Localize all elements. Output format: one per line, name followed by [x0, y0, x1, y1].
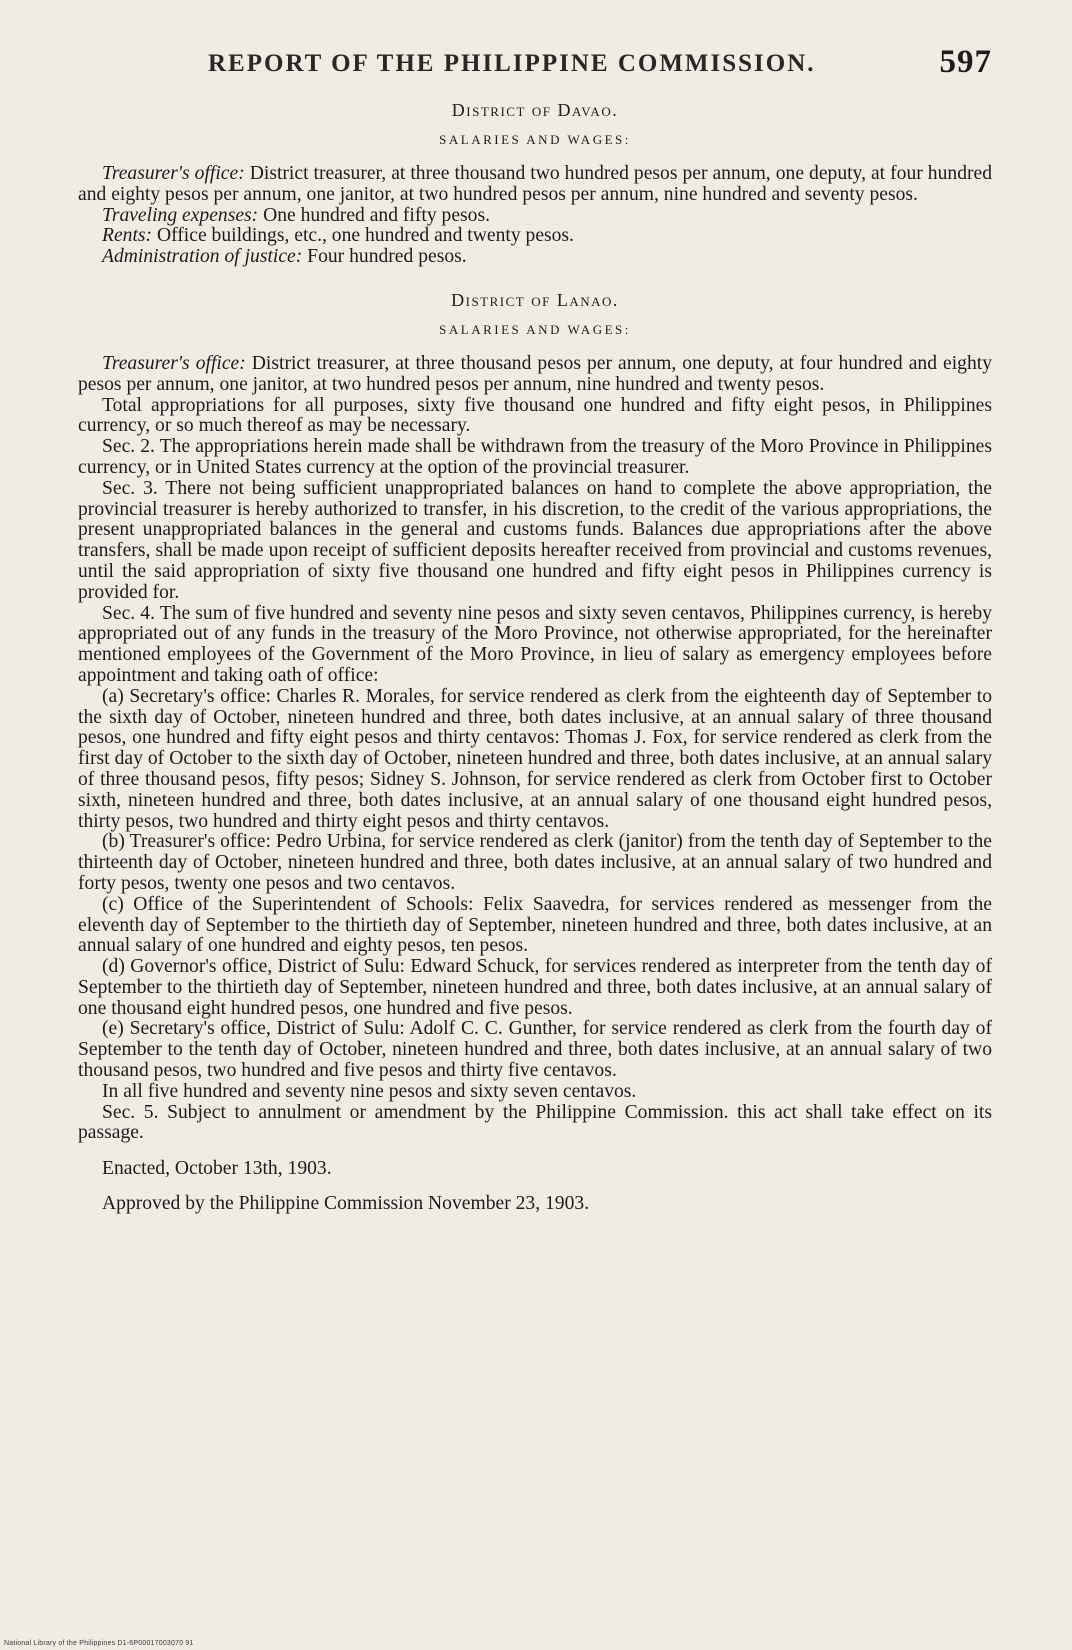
library-source-mark: National Library of the Philippines D1-6P00017003070 91: [4, 1640, 194, 1647]
enacted-date: Enacted, October 13th, 1903.: [102, 1158, 332, 1180]
total-appropriations-paragraph: Total appropriations for all purposes, sixty five thousand one hundred and fifty eight pesos, in Philippines currency, or so much thereof as may be necessary.: [78, 394, 992, 437]
section-3-paragraph: Sec. 3. There not being sufficient unappropriated balances on hand to complete the above appropriation, the provincial treasurer is hereby authorized to transfer, in his discretion, to the credit of the various appropriations, the present unappropriated balances in the general and customs funds. Balances due appropriations after the above transfers, shall be made upon receipt of sufficient deposits hereafter received from provincial and customs revenues, until the said appropriation of sixty five thousand one hundred and fifty eight pesos in Philippines currency is provided for.: [78, 477, 992, 603]
davao-rents-label: Rents:: [102, 225, 153, 247]
davao-justice-paragraph: [78, 247, 992, 268]
district-lanao-title: District of Lanao.: [451, 289, 619, 310]
davao-traveling-paragraph: [78, 206, 992, 227]
section-5-paragraph: Sec. 5. Subject to annulment or amendment by the Philippine Commission. this act shall take effect on its passage.: [78, 1101, 992, 1144]
lanao-treasurer-text: District treasurer, at three thousand pesos per annum, one deputy, at four hundred and eighty pesos per annum, one janitor, at two hundred pesos per annum, nine hundred and twenty pesos.: [78, 352, 992, 395]
davao-treasurer-text: District treasurer, at three thousand two hundred pesos per annum, one deputy, at four hundred and eighty pesos per annum, one janitor, at two hundred pesos per annum, nine hundred and seventy pesos.: [78, 163, 993, 205]
lanao-treasurer-label: Treasurer's office:: [102, 352, 246, 374]
approved-date: Approved by the Philippine Commission November 23, 1903.: [102, 1193, 590, 1215]
section-4-item-a: (a) Secretary's office: Charles R. Morales, for service rendered as clerk from the eighteenth day of September to the sixth day of October, nineteen hundred and three, both dates inclusive, at an annual salary of three thousand pesos, one hundred and fifty eight pesos and thirty centavos: Thomas J. Fox, for service rendered as clerk from the first day of October to the sixth day of October, nineteen hundred and three, both dates inclusive, at an annual salary of three thousand pesos, fifty pesos; Sidney S. Johnson, for service rendered as clerk from October first to October sixth, nineteen hundred and three, both dates inclusive, at an annual salary of one thousand eight hundred pesos, thirty pesos, two hundred and thirty eight pesos and thirty centavos.: [78, 685, 992, 832]
davao-traveling-text: One hundred and fifty pesos.: [258, 204, 490, 226]
davao-treasurer-label: Treasurer's office:: [102, 163, 245, 184]
davao-salaries-subhead: SALARIES AND WAGES:: [439, 132, 631, 147]
section-2-paragraph: Sec. 2. The appropriations herein made shall be withdrawn from the treasury of the Moro Province in Philippines currency, or in United States currency at the option of the provincial treasurer.: [78, 436, 992, 478]
section-4-item-c: (c) Office of the Superintendent of Schools: Felix Saavedra, for services rendered as messenger from the eleventh day of September to the thirtieth day of September, nineteen hundred and three, both dates inclusive, at an annual salary of one hundred and eighty pesos, ten pesos.: [78, 893, 992, 957]
lanao-treasurer-paragraph: [78, 354, 992, 396]
section-4-item-e: (e) Secretary's office, District of Sulu: Adolf C. C. Gunther, for service rendered as clerk from the fourth day of September to the tenth day of October, nineteen hundred and three, both dates inclusive, at an annual salary of two thousand pesos, two hundred and five pesos and thirty five centavos.: [78, 1018, 992, 1082]
district-davao-title: District of Davao.: [451, 100, 619, 120]
page-header: [78, 44, 992, 84]
davao-rents-paragraph: [78, 226, 992, 247]
davao-traveling-label: Traveling expenses:: [102, 204, 259, 226]
davao-justice-label: Administration of justice:: [102, 246, 303, 268]
lanao-salaries-subhead: SALARIES AND WAGES:: [439, 321, 631, 337]
page-number: 597: [939, 44, 992, 80]
section-4-item-d: (d) Governor's office, District of Sulu: Edward Schuck, for services rendered as interpreter from the tenth day of September to the thirtieth day of September, nineteen hundred and three, both dates inclusive, at an annual salary of one thousand eight hundred pesos, one hundred and five pesos.: [78, 956, 992, 1019]
in-all-total-paragraph: In all five hundred and seventy nine pesos and sixty seven centavos.: [102, 1080, 637, 1102]
section-4-paragraph: Sec. 4. The sum of five hundred and seventy nine pesos and sixty seven centavos, Philippines currency, is hereby appropriated out of any funds in the treasury of the Moro Province, not otherwise appropriated, for the hereinafter mentioned employees of the Government of the Moro Province, in lieu of salary as emergency employees before appointment and taking oath of office:: [78, 602, 992, 686]
page-body: [78, 100, 992, 1214]
davao-treasurer-paragraph: [78, 164, 992, 206]
running-head: REPORT OF THE PHILIPPINE COMMISSION.: [208, 50, 816, 77]
davao-justice-text: Four hundred pesos.: [302, 246, 467, 268]
section-4-item-b: (b) Treasurer's office: Pedro Urbina, for service rendered as clerk (janitor) from the tenth day of September to the thirteenth day of October, nineteen hundred and three, both dates inclusive, at an annual salary of two hundred and forty pesos, twenty one pesos and two centavos.: [78, 831, 992, 894]
davao-rents-text: Office buildings, etc., one hundred and twenty pesos.: [152, 225, 574, 247]
